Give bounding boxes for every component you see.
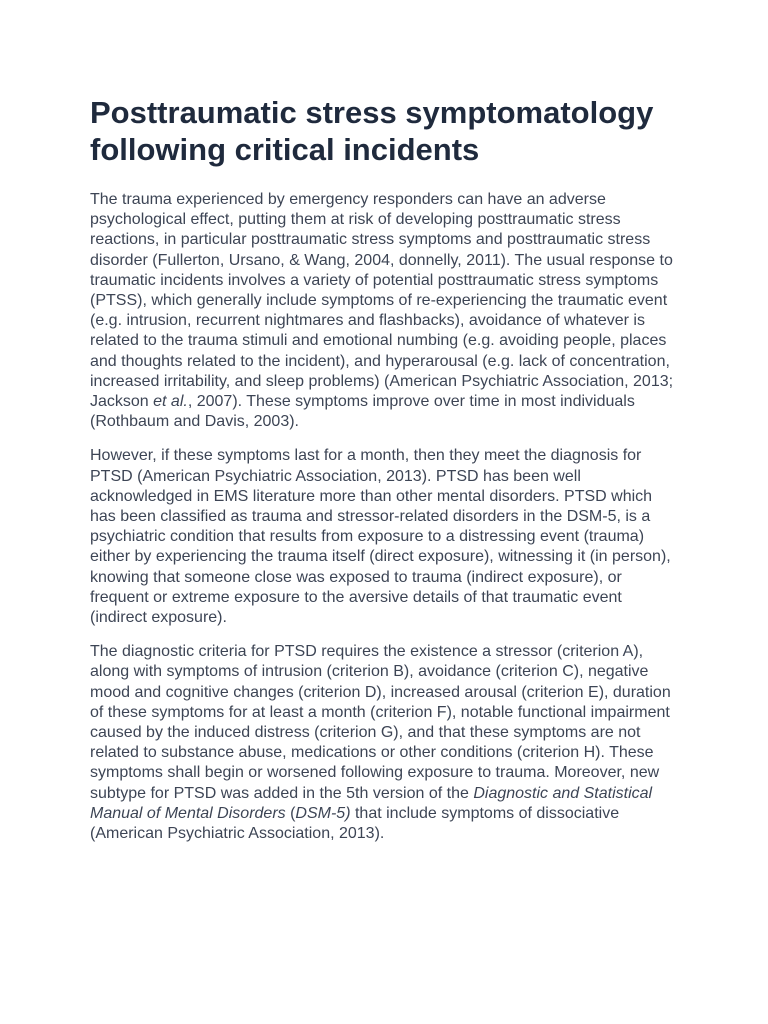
paragraph-text: The diagnostic criteria for PTSD requires the existence a stressor (criterion A), along with symptoms of intrusion (criterion B), avoidance (criterion C), negative mood and cognitive changes (criterion D), increased arousal (criterion E), duration of these symptoms for at least a month (criterion F), notable functional impairment caused by the induced distress (criterion G), and that these symptoms are not related to substance abuse, medications or other conditions (criterion H). These symptoms shall begin or worsened following exposure to trauma. Moreover, new subtype for PTSD was added in the 5th version of the	[90, 643, 671, 802]
paragraph-diagnostic-criteria	[90, 642, 682, 844]
paragraph-text: (	[285, 804, 296, 822]
paragraph-text: The trauma experienced by emergency responders can have an adverse psychological effect, putting them at risk of developing posttraumatic stress reactions, in particular posttraumatic stress symptoms and posttraumatic stress disorder (Fullerton, Ursano, & Wang, 2004, donnelly, 2011). The usual response to traumatic incidents involves a variety of potential posttraumatic stress symptoms (PTSS), which generally include symptoms of re-experiencing the traumatic event (e.g. intrusion, recurrent nightmares and flashbacks), avoidance of whatever is related to the trauma stimuli and emotional numbing (e.g. avoiding people, places and thoughts related to the incident), and hyperarousal (e.g. lack of concentration, increased irritability, and sleep problems) (American Psychiatric Association, 2013; Jackson	[90, 191, 674, 411]
document-page	[90, 94, 682, 858]
italic-dsm5: DSM-5)	[295, 804, 351, 822]
paragraph-ptsd-diagnosis	[90, 446, 682, 628]
italic-citation: et al.	[153, 393, 188, 411]
paragraph-text: that include symptoms of dissociative (American Psychiatric Association, 2013).	[90, 804, 620, 843]
paragraph-ptss-overview	[90, 190, 682, 432]
paragraph-text: However, if these symptoms last for a month, then they meet the diagnosis for PTSD (American Psychiatric Association, 2013). PTSD has been well acknowledged in EMS literature more than other mental disorders. PTSD which has been classified as trauma and stressor-related disorders in the DSM-5, is a psychiatric condition that results from exposure to a distressing event (trauma) either by experiencing the trauma itself (direct exposure), witnessing it (in person), knowing that someone close was exposed to trauma (indirect exposure), or frequent or extreme exposure to the aversive details of that traumatic event (indirect exposure).	[90, 447, 671, 627]
document-title: Posttraumatic stress symptomatology following critical incidents	[90, 95, 654, 167]
italic-manual-title: Diagnostic and Statistical Manual of Mental Disorders	[90, 784, 653, 822]
paragraph-text: , 2007). These symptoms improve over time in most individuals (Rothbaum and Davis, 2003).	[90, 393, 635, 431]
